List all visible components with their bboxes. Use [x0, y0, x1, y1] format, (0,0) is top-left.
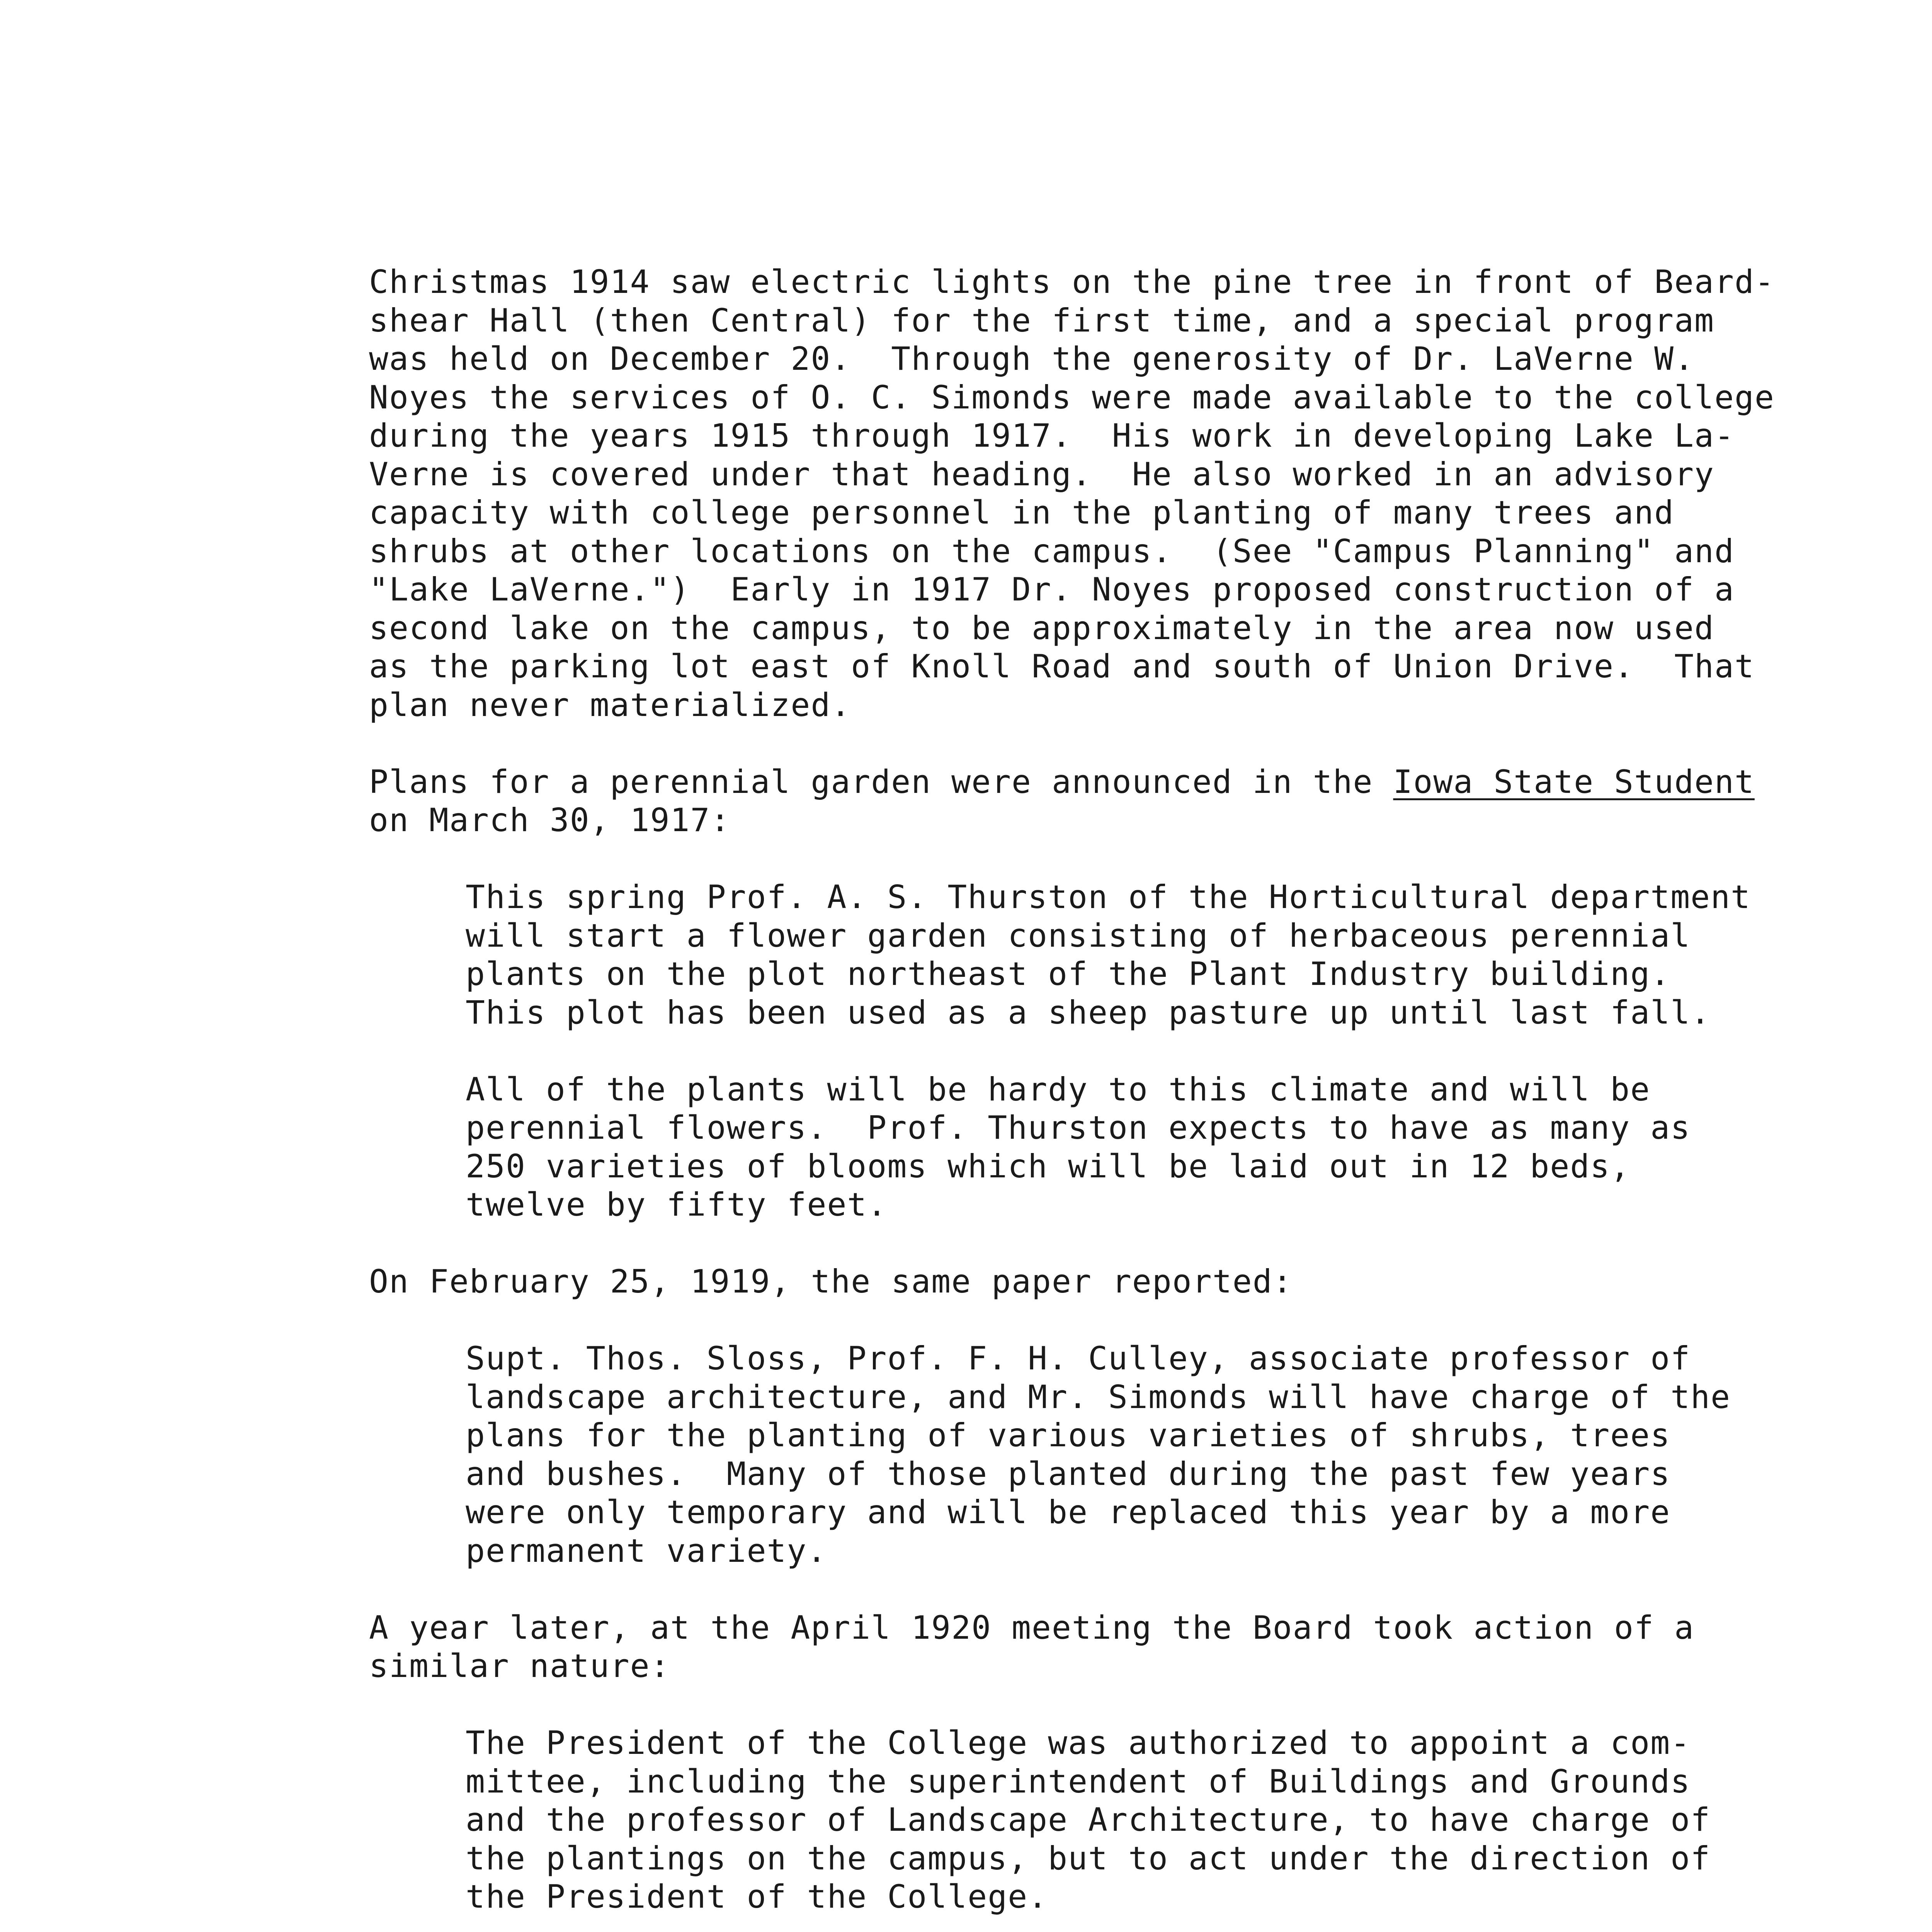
quote-line: and bushes. Many of those planted during the past few years [466, 1455, 1671, 1493]
text-line: On February 25, 1919, the same paper reported: [369, 1263, 1293, 1300]
quote-line: twelve by fifty feet. [466, 1186, 888, 1223]
paragraph-christmas-1914 [369, 263, 1775, 724]
quote-line: will start a flower garden consisting of herbaceous perennial [466, 917, 1691, 954]
text-segment: Plans for a perennial garden were announced in the [369, 763, 1393, 801]
block-quote-thurston-garden [466, 878, 1760, 1032]
text-line: as the parking lot east of Knoll Road and south of Union Drive. That [369, 648, 1755, 685]
quote-line: and the professor of Landscape Architecture, to have charge of [466, 1801, 1711, 1838]
block-quote-hardy-plants [466, 1070, 1760, 1224]
quote-line: the plantings on the campus, but to act under the direction of [466, 1839, 1711, 1877]
text-line: "Lake LaVerne.") Early in 1917 Dr. Noyes proposed construction of a [369, 571, 1735, 608]
text-line [369, 763, 1760, 801]
text-line: Noyes the services of O. C. Simonds were made available to the college [369, 378, 1775, 416]
quote-line: This spring Prof. A. S. Thurston of the Horticultural department [466, 878, 1751, 916]
quote-line: All of the plants will be hardy to this climate and will be [466, 1070, 1651, 1108]
publication-title: Iowa State Student [1393, 763, 1755, 801]
quote-line: permanent variety. [466, 1532, 827, 1570]
text-line: Christmas 1914 saw electric lights on the pine tree in front of Beard- [369, 263, 1775, 301]
quote-line: the President of the College. [466, 1878, 1048, 1915]
text-line: plan never materialized. [369, 686, 851, 724]
text-line: was held on December 20. Through the generosity of Dr. LaVerne W. [369, 340, 1695, 378]
quote-line: Supt. Thos. Sloss, Prof. F. H. Culley, associate professor of [466, 1340, 1691, 1377]
block-quote-board-committee [466, 1724, 1760, 1916]
text-line: A year later, at the April 1920 meeting the Board took action of a [369, 1609, 1695, 1646]
text-line: shrubs at other locations on the campus. (See "Campus Planning" and [369, 532, 1735, 570]
quote-line: 250 varieties of blooms which will be laid out in 12 beds, [466, 1147, 1631, 1185]
text-line: Verne is covered under that heading. He also worked in an advisory [369, 455, 1715, 493]
quote-line: This plot has been used as a sheep pasture up until last fall. [466, 993, 1711, 1031]
quote-line: plans for the planting of various varieties of shrubs, trees [466, 1417, 1671, 1454]
quote-line: mittee, including the superintendent of Buildings and Grounds [466, 1762, 1691, 1800]
paragraph-perennial-garden [369, 763, 1760, 840]
text-line: on March 30, 1917: [369, 801, 731, 839]
quote-line: landscape architecture, and Mr. Simonds will have charge of the [466, 1378, 1731, 1416]
paragraph-april-1920 [369, 1609, 1760, 1685]
body-text [369, 263, 1775, 1932]
quote-line: perennial flowers. Prof. Thurston expects to have as many as [466, 1109, 1691, 1146]
text-line: similar nature: [369, 1647, 670, 1685]
quote-line: were only temporary and will be replaced this year by a more [466, 1493, 1671, 1531]
quote-line: The President of the College was authorized to appoint a com- [466, 1724, 1691, 1762]
text-line: capacity with college personnel in the planting of many trees and [369, 494, 1675, 531]
quote-line: plants on the plot northeast of the Plant Industry building. [466, 955, 1671, 993]
paragraph-february-1919 [369, 1262, 1760, 1301]
text-line: shear Hall (then Central) for the first time, and a special program [369, 301, 1715, 339]
block-quote-sloss-culley [466, 1339, 1760, 1570]
text-line: during the years 1915 through 1917. His work in developing Lake La- [369, 417, 1735, 454]
text-line: second lake on the campus, to be approximately in the area now used [369, 609, 1715, 647]
